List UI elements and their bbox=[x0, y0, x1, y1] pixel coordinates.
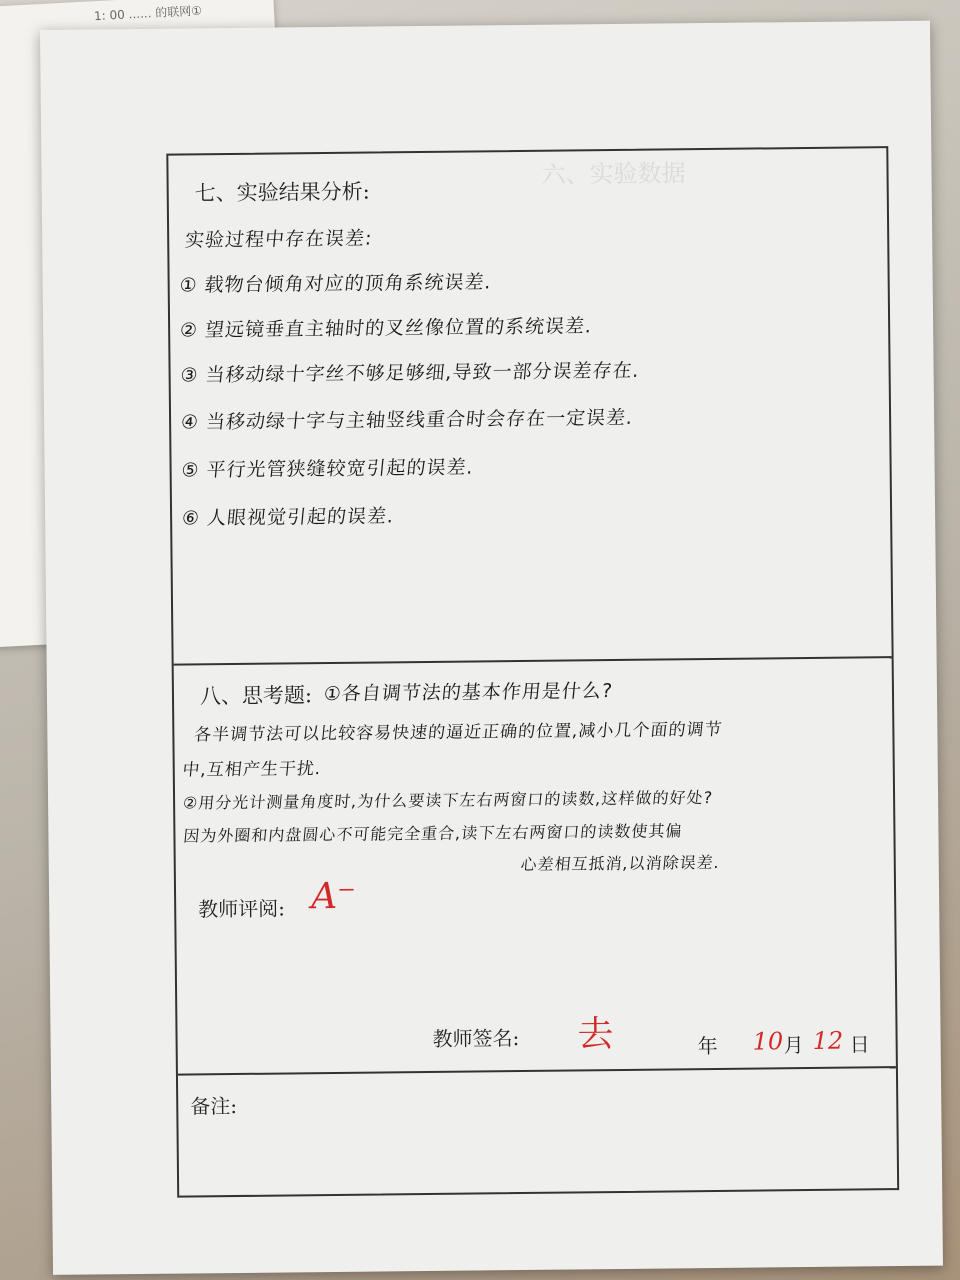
teacher-signature-mark: 去 bbox=[577, 1014, 614, 1056]
section7-item-3: ③ 当移动绿十字丝不够足够细,导致一部分误差存在. bbox=[179, 359, 641, 387]
section7-item-2: ② 望远镜垂直主轴时的叉丝像位置的系统误差. bbox=[178, 315, 594, 342]
date-month: 10 bbox=[752, 1027, 784, 1056]
day-label: 日 bbox=[849, 1032, 870, 1057]
section8-answer-1-line-2: 中,互相产生干扰. bbox=[181, 759, 323, 781]
section7-item-4: ④ 当移动绿十字与主轴竖线重合时会存在一定误差. bbox=[179, 406, 635, 434]
show-through-text: 六、实验数据 bbox=[541, 159, 686, 189]
background-sheet-header: 1: 00 ...... 的联网① bbox=[93, 3, 203, 24]
section8-question-2: ②用分光计测量角度时,为什么要读下左右两窗口的读数,这样做的好处? bbox=[182, 787, 714, 813]
section7-item-6: ⑥ 人眼视觉引起的误差. bbox=[180, 505, 396, 530]
notes-label: 备注: bbox=[190, 1093, 238, 1119]
section7-item-5: ⑤ 平行光管狭缝较宽引起的误差. bbox=[180, 456, 475, 482]
section8-answer-1-line-1: 各半调节法可以比较容易快速的逼近正确的位置,减小几个面的调节 bbox=[193, 719, 724, 746]
notes-divider bbox=[178, 1066, 896, 1076]
section8-title: 八、思考题: bbox=[199, 683, 313, 709]
section7-intro: 实验过程中存在误差: bbox=[184, 227, 374, 252]
year-label: 年 bbox=[697, 1033, 718, 1059]
month-label: 月 bbox=[783, 1033, 804, 1058]
teacher-grade: A⁻ bbox=[310, 875, 357, 918]
section8-answer-2-line-1: 因为外圈和内盘圆心不可能完全重合,读下左右两窗口的读数使其偏 bbox=[182, 821, 684, 846]
section7-title: 七、实验结果分析: bbox=[194, 179, 370, 206]
section8-divider bbox=[174, 656, 892, 666]
report-form-table bbox=[166, 146, 899, 1198]
section8-answer-2-line-2: 心差相互抵消,以消除误差. bbox=[519, 852, 721, 875]
teacher-signature-label: 教师签名: bbox=[432, 1026, 520, 1051]
section7-item-1: ① 载物台倾角对应的顶角系统误差. bbox=[178, 271, 493, 297]
lab-report-page bbox=[40, 21, 943, 1275]
teacher-review-label: 教师评阅: bbox=[198, 896, 286, 922]
section8-question-1: ①各自调节法的基本作用是什么? bbox=[322, 680, 614, 706]
date-day: 12 bbox=[812, 1026, 844, 1055]
